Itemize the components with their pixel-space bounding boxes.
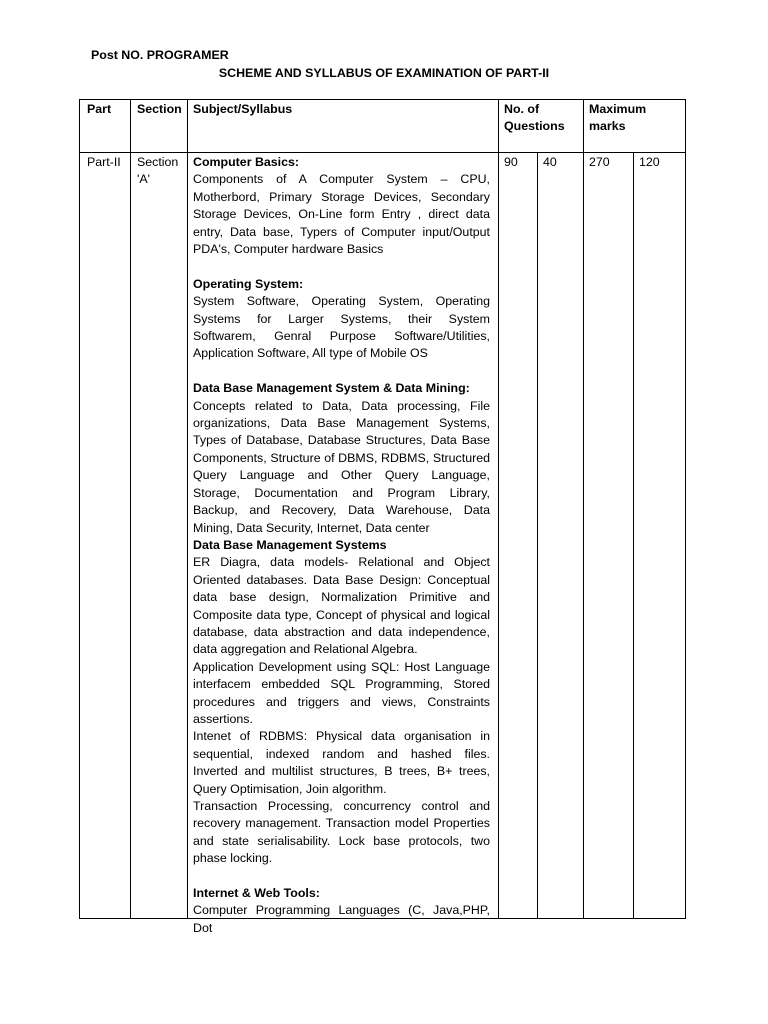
column-divider bbox=[498, 100, 499, 918]
section-title: Internet & Web Tools: bbox=[193, 886, 320, 901]
cell-section: Section 'A' bbox=[137, 155, 179, 187]
document-heading: SCHEME AND SYLLABUS OF EXAMINATION OF PART-II bbox=[218, 66, 550, 80]
section-title: Data Base Management Systems bbox=[193, 537, 387, 552]
section-text: ER Diagra, data models- Relational and Object Oriented databases. Data Base Design: Conceptual data base design, Normalization Primitive and Composite data type, Concept of physical and logical database, data abstraction and data independence, data aggregation and Relational Algebra. bbox=[193, 555, 490, 657]
section-title: Data Base Management System & Data Mining: bbox=[193, 381, 470, 396]
column-divider bbox=[130, 100, 131, 918]
header-part: Part bbox=[87, 102, 112, 116]
column-divider bbox=[633, 153, 634, 918]
cell-marks-a: 270 bbox=[589, 155, 610, 169]
section-title: Operating System: bbox=[193, 276, 304, 291]
cell-part: Part-II bbox=[87, 155, 121, 169]
cell-questions-b: 40 bbox=[543, 155, 557, 169]
header-subject: Subject/Syllabus bbox=[193, 102, 293, 116]
cell-marks-b: 120 bbox=[639, 155, 660, 169]
section-text: Components of A Computer System – CPU, Motherbord, Primary Storage Devices, Secondary Storage Devices, On-Line form Entry , direct data entry, Data base, Typers of Computer input/Output PDA's, Computer hardware Basics bbox=[193, 172, 490, 257]
section-title: Computer Basics: bbox=[193, 155, 300, 169]
section-text: Concepts related to Data, Data processing, File organizations, Data Base Management Systems, Types of Database, Database Structures, Data Base Components, Structure of DBMS, RDBMS, Structured Query Language and Other Query Language, Storage, Documentation and Program Library, Backup, and Recovery, Data Warehouse, Data Mining, Data Security, Internet, Data center bbox=[193, 398, 490, 535]
column-divider bbox=[537, 153, 538, 918]
header-questions: No. of Questions bbox=[504, 102, 565, 134]
header-marks: Maximum marks bbox=[589, 102, 647, 134]
section-text: Computer Programming Languages (C, Java,PHP, Dot bbox=[193, 903, 490, 935]
syllabus-table bbox=[79, 99, 686, 935]
cell-questions-a: 90 bbox=[504, 155, 518, 169]
post-title: Post NO. PROGRAMER bbox=[91, 48, 229, 62]
column-divider bbox=[583, 100, 584, 918]
section-text: Application Development using SQL: Host Language interfacem embedded SQL Programming, Stored procedures and triggers and views, Constraints assertions. bbox=[193, 659, 490, 726]
section-text: Intenet of RDBMS: Physical data organisation in sequential, indexed random and hashed files. Inverted and multilist structures, B trees, B+ trees, Query Optimisation, Join algorithm. bbox=[193, 729, 490, 796]
section-text: System Software, Operating System, Operating Systems for Larger Systems, their System Softwarem, Genral Purpose Software/Utilities, Application Software, All type of Mobile OS bbox=[193, 294, 490, 361]
subject-syllabus-cell bbox=[193, 154, 490, 937]
header-section: Section bbox=[137, 102, 182, 116]
header-divider bbox=[80, 152, 685, 153]
section-text: Transaction Processing, concurrency control and recovery management. Transaction model Properties and state serialisability. Lock base protocols, two phase locking. bbox=[193, 799, 490, 866]
column-divider bbox=[187, 100, 188, 918]
